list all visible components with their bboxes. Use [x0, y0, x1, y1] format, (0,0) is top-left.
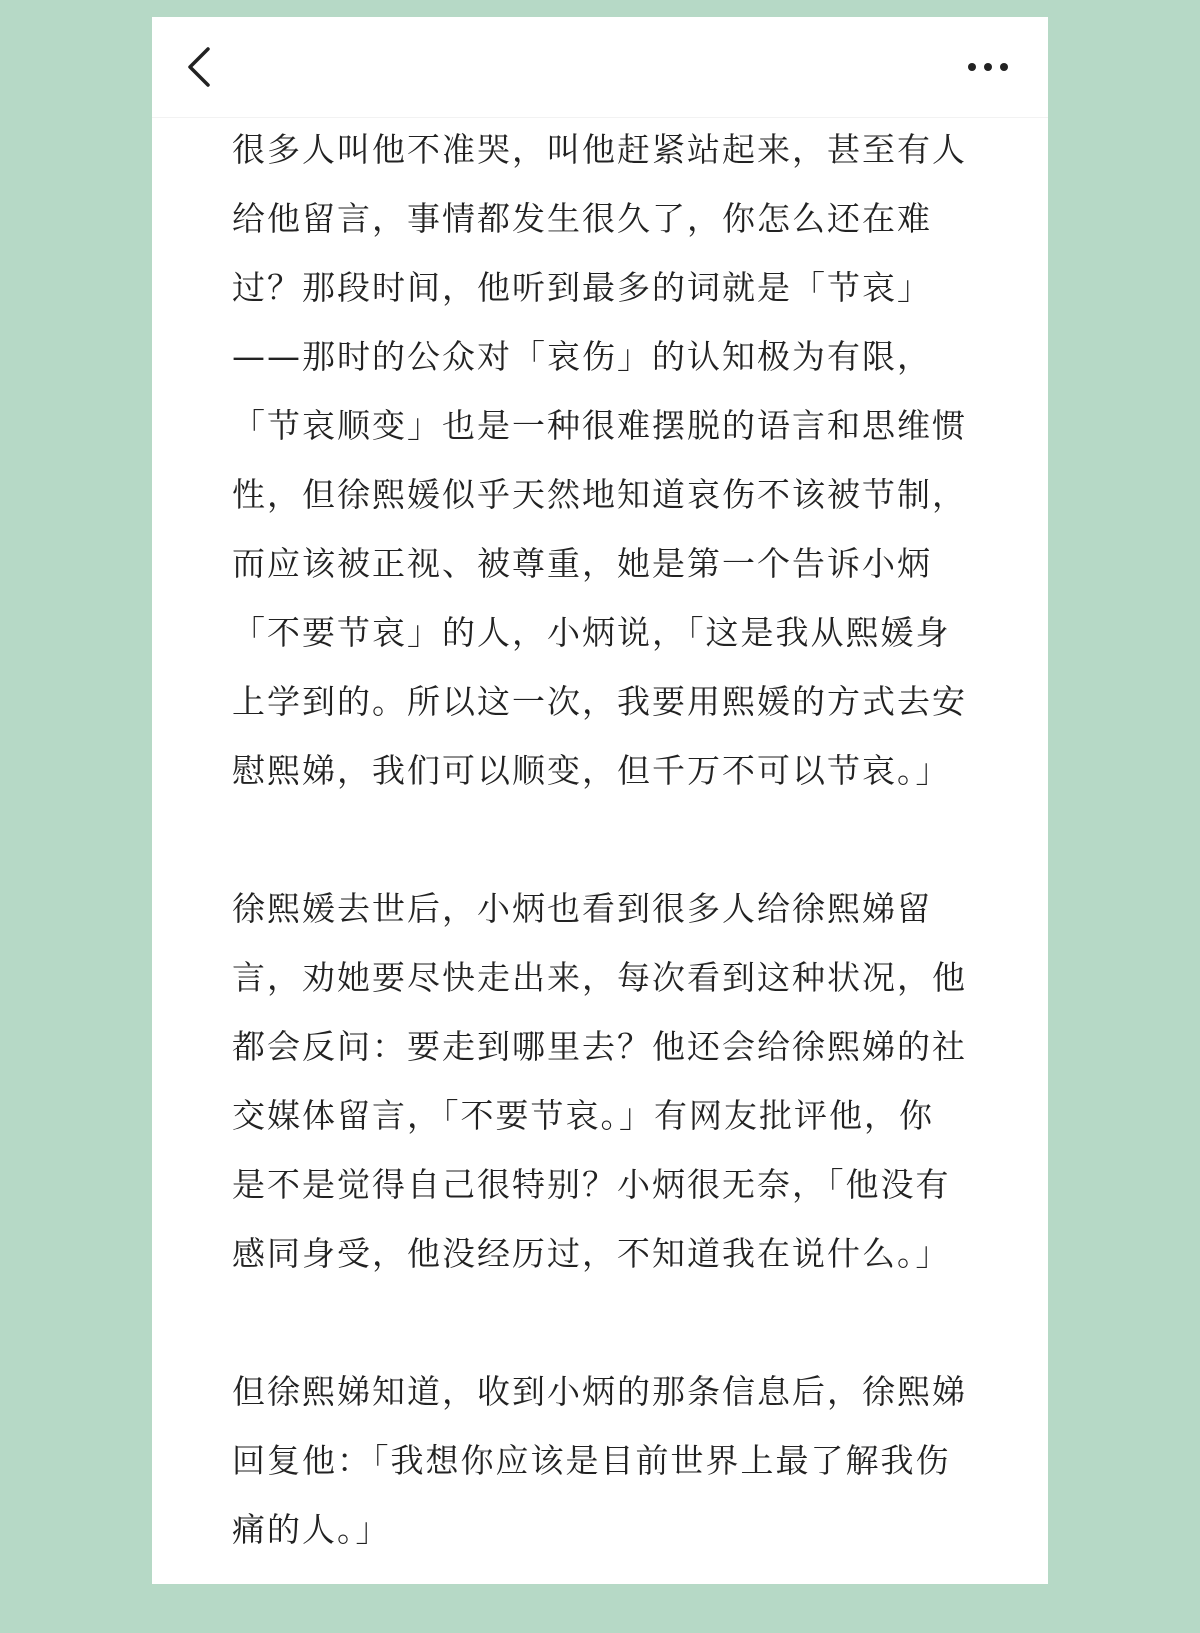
text-line — [232, 1495, 992, 1564]
text-line: ——那时的公众对「哀伤」的认知极为有限， — [232, 337, 932, 376]
text-line: 是不是觉得自己很特别？小炳很无奈，「他没有 — [232, 1165, 951, 1204]
paragraph-2 — [232, 874, 992, 1288]
text-line: 徐熙媛去世后，小炳也看到很多人给徐熙娣留 — [232, 889, 932, 928]
dashed-underline-highlight: 慰熙娣，我们可以顺变，但千万不可以节哀。」 — [232, 751, 951, 790]
top-navigation-bar — [152, 17, 1048, 118]
more-options-button[interactable] — [964, 55, 1012, 79]
text-line: 很多人叫他不准哭，叫他赶紧站起来，甚至有人 — [232, 130, 967, 169]
text-line — [232, 736, 992, 805]
text-line: 言，劝她要尽快走出来，每次看到这种状况，他 — [232, 958, 967, 997]
text-line — [232, 529, 992, 598]
text-line — [232, 667, 992, 736]
text-segment: 」 — [355, 1510, 391, 1549]
dashed-underline-highlight: 而应该被正视、被尊重，她是第一个告诉小炳 — [232, 544, 932, 583]
text-line: 但徐熙娣知道，收到小炳的那条信息后，徐熙娣 — [232, 1372, 967, 1411]
dashed-underline-highlight: 但徐熙媛似乎天然地知道哀伤不该被节制， — [302, 475, 967, 514]
ellipsis-icon — [964, 55, 1012, 79]
solid-underline-highlight: 痛的人。 — [232, 1510, 356, 1549]
dashed-underline-highlight: 「不要节哀」的人，小炳说，「这是我从熙媛身 — [232, 613, 951, 652]
solid-underline-highlight: 我想你应该是目前世界上最了解我伤 — [390, 1441, 951, 1480]
text-line: 「节哀顺变」也是一种很难摆脱的语言和思维惯 — [232, 406, 967, 445]
text-line: 交媒体留言，「不要节哀。」有网友批评他，你 — [232, 1096, 934, 1135]
paragraph-1 — [232, 115, 992, 805]
back-button[interactable] — [180, 43, 220, 91]
text-segment: 回复他：「 — [232, 1441, 391, 1480]
text-line — [232, 460, 992, 529]
article-card — [152, 17, 1048, 1584]
text-line — [232, 1426, 992, 1495]
dashed-underline-highlight: 上学到的。所以这一次，我要用熙媛的方式去安 — [232, 682, 967, 721]
article-body — [232, 115, 992, 1633]
chevron-left-icon — [180, 43, 220, 91]
text-line — [232, 598, 992, 667]
text-segment: 性， — [232, 475, 302, 514]
paragraph-3 — [232, 1357, 992, 1564]
text-line: 都会反问：要走到哪里去？他还会给徐熙娣的社 — [232, 1027, 967, 1066]
text-line: 给他留言，事情都发生很久了，你怎么还在难 — [232, 199, 932, 238]
text-line: 过？那段时间，他听到最多的词就是「节哀」 — [232, 268, 932, 307]
text-line: 感同身受，他没经历过，不知道我在说什么。」 — [232, 1234, 951, 1273]
